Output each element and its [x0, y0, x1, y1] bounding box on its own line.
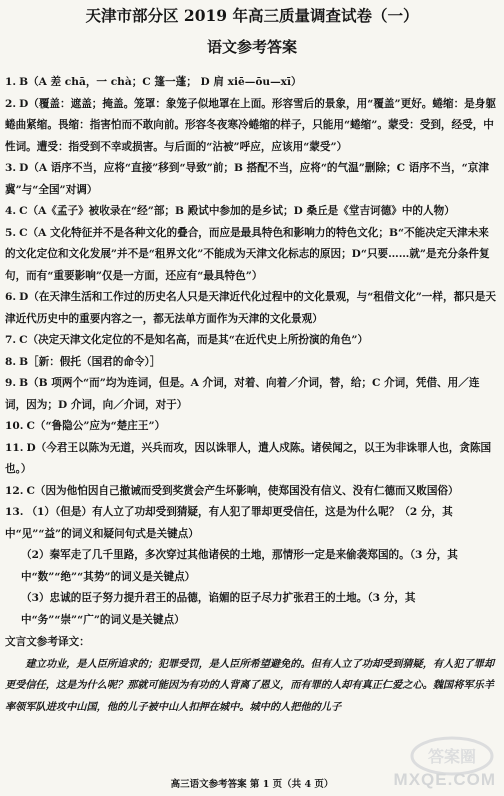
- answer-text: B［新：假托（国君的命令）］: [19, 355, 161, 368]
- question-number: 1.: [5, 76, 17, 88]
- translation-answer-3: （3）忠诚的臣子努力提升君王的品德，谄媚的臣子尽力扩张君王的土地。（3 分，其中“务”“崇”“广”的词义是关键点）: [21, 592, 416, 626]
- answer-item-5: [5, 223, 499, 288]
- watermark-text: MXQE.COM: [393, 770, 496, 789]
- answer-text: C（因为他怕因自己撤诫而受到奖赏会产生坏影响，使郑国没有信义、没有仁德而又败国俗）: [26, 484, 459, 497]
- answer-item-3: [5, 158, 499, 201]
- translation-answer-2: （2）秦军走了几千里路，多次穿过其他诸侯的土地，那情形一定是来偷袭郑国的。（3 分，其中“数”“绝”“其势”的词义是关键点）: [21, 549, 458, 583]
- question-number: 11.: [5, 441, 24, 454]
- question-number: 5.: [5, 226, 17, 239]
- answer-text: C（A 文化特征并不是各种文化的叠合，而应是最具特色和影响力的特色文化；B“不能决定天津未来的文化定位和文化发展”并不是“租界文化”不能成为天津文化标志的原因；D“只要……就”是充分条件复句，而有“重要影响”仅是一方面，还应有“最具特色”）: [5, 226, 490, 282]
- answer-item-10: [5, 416, 499, 438]
- question-number: 7.: [5, 334, 17, 346]
- answer-item-1: [5, 72, 499, 94]
- answer-text: B（A 差 chā，一 chà；C 篷一蓬； D 肩 xiē—ōu—xī）: [19, 76, 302, 88]
- answer-item-8: [5, 352, 499, 374]
- question-number: 9.: [5, 377, 17, 389]
- answer-item-6: [5, 287, 499, 330]
- question-number: 13.: [5, 506, 24, 518]
- answer-item-7: [5, 330, 499, 352]
- answer-item-13: [5, 502, 499, 545]
- translation-paragraph: 建立功业，是人臣所追求的；犯罪受罚，是人臣所希望避免的。但有人立了功却受到猜疑，有人犯了罪却更受信任，这是为什么呢？那就可能因为有功的人背离了恩义，而有罪的人却有真正仁爱之心。魏国将军乐羊率领军队进攻中山国，他的儿子被中山人扣押在城中。城中的人把他的儿子: [5, 658, 495, 713]
- question-number: 3.: [5, 162, 17, 174]
- answer-text: C（决定天津文化定位的不是知名高，而是其“在近代史上所扮演的角色”）: [19, 334, 369, 346]
- answer-text: D（覆盖：遮盖；掩盖。笼罩：象笼子似地罩在上面。形容雪后的景象，用“覆盖”更好。蜷缩：是身躯蜷曲紧缩。畏缩：指害怕而不敢向前。形容冬夜寒冷蜷缩的样子，只能用“蜷缩”。蒙受：受到，经受，中性词。遭受：指受到不幸或损害。与后面的“沾被”呼应，应该用“蒙受”）: [5, 97, 496, 153]
- answer-text: C（A《孟子》被收录在“经”部；B 殿试中参加的是乡试；D 桑丘是《堂吉诃德》中的人物）: [19, 205, 455, 217]
- page-footer: 高三语文参考答案 第 1 页（共 4 页）: [170, 779, 334, 790]
- answer-text: D（A 语序不当，应将“直接”移到“导致”前；B 搭配不当，应将“的气温”删除；C 语序不当，“京津冀”与“全国”对调）: [5, 162, 489, 196]
- exam-title: 天津市部分区 2019 年高三质量调查试卷（一）: [85, 6, 419, 25]
- question-number: 6.: [5, 291, 17, 303]
- answer-item-12: [5, 481, 499, 503]
- answer-text: D（在天津生活和工作过的历史名人只是天津近代化过程中的文化景观，与“租借文化”一样，都只是天津近代历史中的重要内容之一，都无法单方面作为天津的文化景观）: [5, 291, 496, 325]
- answer-item-2: [5, 94, 499, 159]
- answer-list: [5, 72, 499, 718]
- translation-heading: 文言文参考译文：: [5, 636, 90, 648]
- answer-item-4: [5, 201, 499, 223]
- question-number: 12.: [5, 484, 24, 497]
- question-number: 2.: [5, 97, 17, 110]
- translation-answer-1: （1）（但是）有人立了功却受到猜疑，有人犯了罪却更受信任，这是为什么呢？（2 分，其中“见”“益”的词义和疑问句式是关键点）: [5, 506, 453, 540]
- answer-text: B（B 项两个“而”均为连词，但是。A 介词，对着、向着／介词，替，给；C 介词，凭借、用／连词，因为；D 介词，向／介词，对于）: [5, 377, 480, 411]
- question-number: 10.: [5, 420, 24, 432]
- watermark-logo: [380, 734, 498, 792]
- answer-item-9: [5, 373, 499, 416]
- answer-key-subtitle: 语文参考答案: [206, 38, 297, 56]
- answer-item-11: [5, 438, 499, 481]
- question-number: 4.: [5, 205, 17, 217]
- answer-text: C（“鲁隐公”应为“楚庄王”）: [26, 420, 166, 432]
- watermark-sub-text: 答案圈: [427, 747, 477, 766]
- answer-text: D（今君王以陈为无道，兴兵而攻，因以诛罪人，遣人戍陈。诸侯闻之，以王为非诛罪人也，贪陈国也。）: [5, 441, 492, 475]
- question-number: 8.: [5, 355, 17, 368]
